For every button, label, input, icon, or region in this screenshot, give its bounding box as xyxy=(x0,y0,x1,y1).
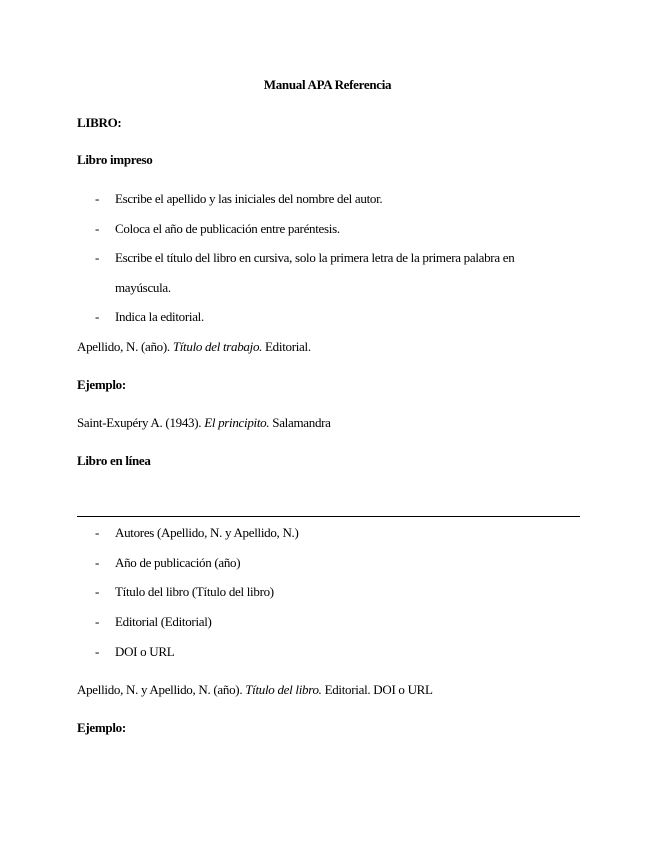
format-text: Apellido, N. (año). xyxy=(77,339,173,354)
example-italic-title: El principito. xyxy=(204,415,270,430)
format-italic-title: Título del trabajo. xyxy=(172,339,263,354)
printed-format-line xyxy=(77,339,311,355)
document-title: Manual APA Referencia xyxy=(263,77,392,92)
bullet-dash: - xyxy=(95,525,100,540)
bullet-dash: - xyxy=(95,191,100,206)
horizontal-divider xyxy=(77,516,580,517)
example-text: Saint-Exupéry A. (1943). xyxy=(77,415,205,430)
list-item: Coloca el año de publicación entre paréntesis. xyxy=(115,221,340,236)
format-text: Editorial. DOI o URL xyxy=(321,682,433,697)
format-text: Editorial. xyxy=(262,339,311,354)
online-book-heading: Libro en línea xyxy=(77,453,151,468)
bullet-dash: - xyxy=(95,584,100,599)
format-italic-title: Título del libro. xyxy=(245,682,322,697)
list-item: Título del libro (Título del libro) xyxy=(115,584,274,599)
format-text: Apellido, N. y Apellido, N. (año). xyxy=(77,682,246,697)
printed-example-heading: Ejemplo: xyxy=(77,377,126,392)
list-item-continuation: mayúscula. xyxy=(115,280,171,295)
section-heading: LIBRO: xyxy=(77,115,122,130)
online-example-heading: Ejemplo: xyxy=(77,720,126,735)
bullet-dash: - xyxy=(95,250,100,265)
bullet-dash: - xyxy=(95,221,100,236)
list-item: Autores (Apellido, N. y Apellido, N.) xyxy=(115,525,299,540)
bullet-dash: - xyxy=(95,309,100,324)
list-item: DOI o URL xyxy=(115,644,175,659)
bullet-dash: - xyxy=(95,555,100,570)
example-text: Salamandra xyxy=(269,415,331,430)
bullet-dash: - xyxy=(95,614,100,629)
list-item: Año de publicación (año) xyxy=(115,555,241,570)
printed-example-line xyxy=(77,415,331,431)
list-item: Escribe el apellido y las iniciales del nombre del autor. xyxy=(115,191,383,206)
list-item: Escribe el título del libro en cursiva, solo la primera letra de la primera palabra en xyxy=(115,250,515,265)
list-item: Indica la editorial. xyxy=(115,309,204,324)
online-format-line xyxy=(77,682,433,698)
bullet-dash: - xyxy=(95,644,100,659)
list-item: Editorial (Editorial) xyxy=(115,614,212,629)
printed-book-heading: Libro impreso xyxy=(77,152,153,167)
